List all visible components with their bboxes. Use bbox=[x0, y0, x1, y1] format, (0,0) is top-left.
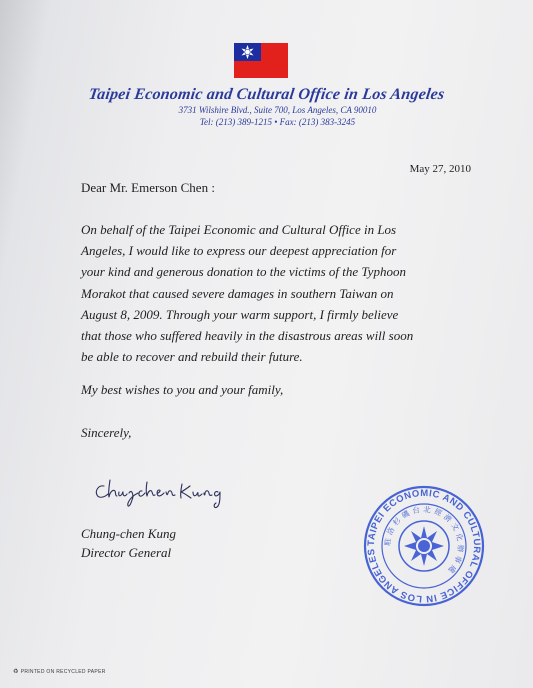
recycle-icon: ♻ bbox=[13, 669, 19, 675]
organization-phone-fax: Tel: (213) 389-1215 • Fax: (213) 383-3245 bbox=[199, 117, 356, 127]
body-line: On behalf of the Taipei Economic and Cultural Office in Los bbox=[81, 222, 397, 237]
closing: Sincerely, bbox=[81, 425, 132, 440]
body-line: August 8, 2009. Through your warm support, I firmly believe bbox=[81, 306, 399, 322]
best-wishes: My best wishes to you and your family, bbox=[81, 382, 284, 397]
signer-title: Director General bbox=[81, 545, 172, 560]
handwritten-signature bbox=[92, 474, 232, 514]
letter-body bbox=[81, 219, 474, 367]
office-seal bbox=[362, 484, 486, 608]
organization-name: Taipei Economic and Cultural Office in Los Angeles bbox=[87, 86, 446, 103]
salutation: Dear Mr. Emerson Chen : bbox=[81, 180, 215, 195]
signer-name: Chung-chen Kung bbox=[81, 526, 176, 541]
body-line: be able to recover and rebuild their future. bbox=[81, 349, 303, 365]
body-line: your kind and generous donation to the victims of the Typhoon bbox=[81, 264, 406, 280]
organization-address: 3731 Wilshire Blvd., Suite 700, Los Angeles, CA 90010 bbox=[178, 105, 377, 115]
seal-sun-icon bbox=[404, 526, 444, 566]
roc-flag-icon bbox=[234, 43, 288, 78]
body-line: Angeles, I would like to express our deepest appreciation for bbox=[81, 243, 397, 259]
seal-chinese-text: 駐洛杉磯台北經濟文化辦事處 bbox=[382, 504, 466, 578]
seal-text: TAIPEI ECONOMIC AND CULTURAL OFFICE IN LOS ANGELES bbox=[365, 487, 483, 605]
body-line: that those who suffered heavily in the disastrous areas will soon bbox=[81, 328, 414, 344]
letterhead bbox=[0, 86, 533, 128]
body-line: Morakot that caused severe damages in southern Taiwan on bbox=[81, 285, 394, 301]
footer-text: PRINTED ON RECYCLED PAPER bbox=[20, 669, 106, 675]
white-sun-icon bbox=[234, 43, 261, 61]
footer-note bbox=[13, 668, 106, 675]
letter-date: May 27, 2010 bbox=[409, 163, 471, 175]
